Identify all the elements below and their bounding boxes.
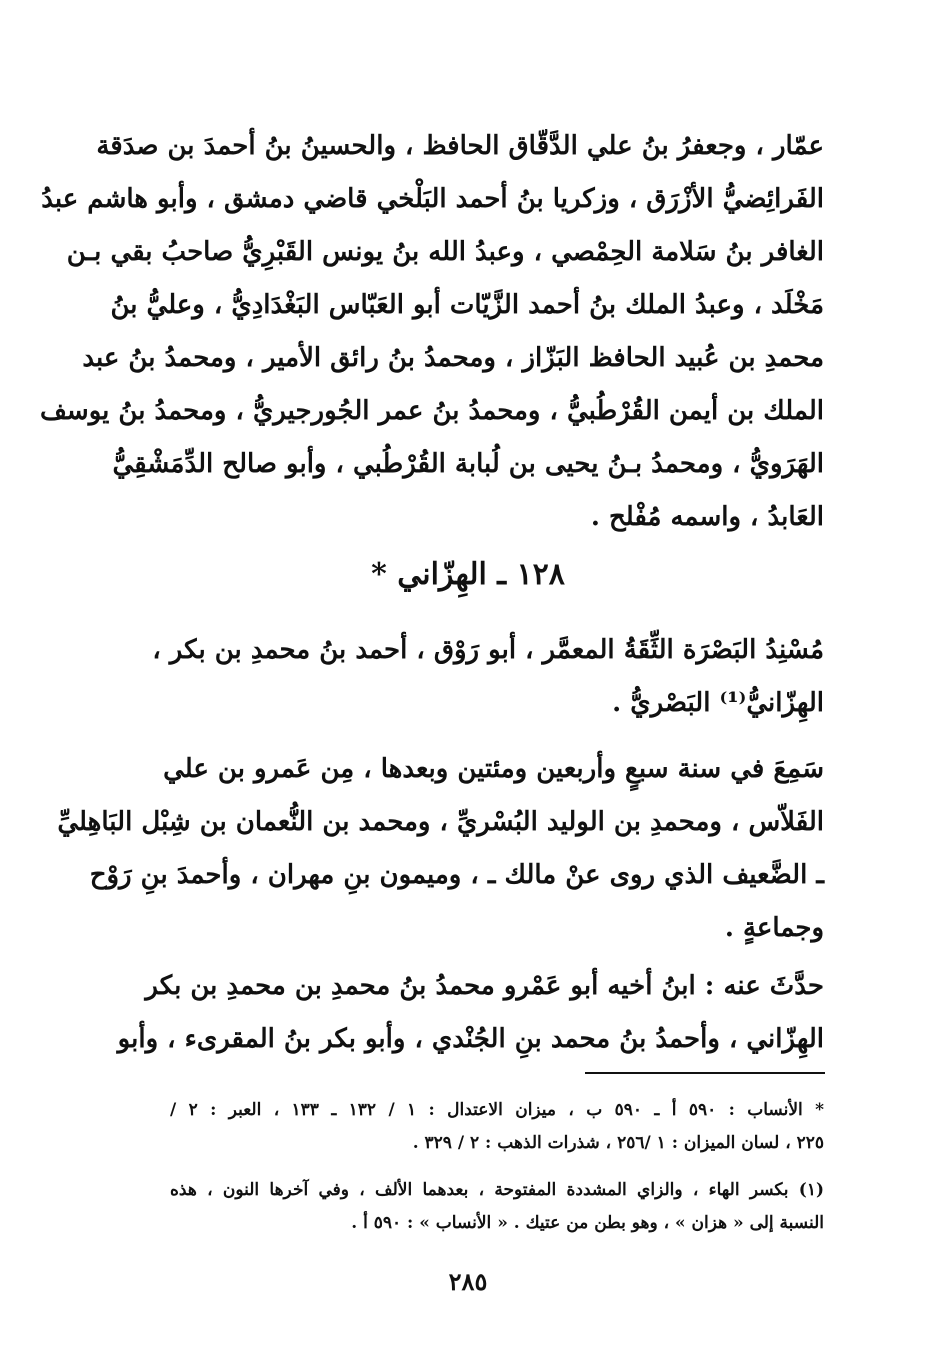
text-line: مَخْلَد ، وعبدُ الملك بنُ أحمد الزَّيّات أبو العَبّاس البَغْدَادِيُّ ، وعليُّ بنُ xyxy=(110,290,824,320)
entry-heading: ١٢٨ ـ الهِزّاني * xyxy=(371,557,565,592)
footnote-line: النسبة إلى « هزان » ، وهو بطن من عتيك . « الأنساب » : ٥٩٠ أ . xyxy=(351,1213,824,1233)
page-number: ٢٨٥ xyxy=(448,1267,488,1296)
text-line: مُسْنِدُ البَصْرَة الثِّقَةُ المعمَّر ، أبو رَوْق ، أحمد بنُ محمدِ بن بكر ، xyxy=(152,635,824,665)
text-line: حدَّثَ عنه : ابنُ أخيه أبو عَمْرو محمدُ بنُ محمدِ بن محمدِ بن بكر xyxy=(145,971,824,1001)
text-line: العَابدُ ، واسمه مُفْلح . xyxy=(590,502,824,532)
text-line: سَمِعَ في سنة سبعٍ وأربعين ومئتين وبعدها ، مِن عَمرو بن علي xyxy=(163,754,824,784)
text-line: محمدِ بن عُبيد الحافظ البَزّاز ، ومحمدُ بنُ رائق الأمير ، ومحمدُ بنُ عبد xyxy=(82,343,824,373)
text-line: وجماعةٍ . xyxy=(724,913,824,943)
footnote-line: ٢٢٥ ، لسان الميزان : ١ /٢٥٦ ، شذرات الذهب : ٢ / ٣٢٩ . xyxy=(412,1133,824,1153)
text-line: الفَلاّس ، ومحمدِ بن الوليد البُسْريِّ ، ومحمد بن النُّعمان بن شِبْل البَاهِليِّ xyxy=(57,807,824,837)
footnote-divider xyxy=(585,1072,825,1074)
text-line: ـ الضَّعيف الذي روى عنْ مالك ـ ، وميمون بنِ مهران ، وأحمدَ بنِ رَوْح xyxy=(89,860,824,890)
text-line: الهِزّاني ، وأحمدُ بنُ محمد بنِ الجُنْدي ، وأبو بكر بنُ المقرىء ، وأبو xyxy=(117,1024,824,1054)
text-line: عمّار ، وجعفرُ بنُ علي الدَّقّاق الحافظ ، والحسينُ بنُ أحمدَ بن صدَقة xyxy=(96,131,824,161)
text-line: الغافر بنُ سَلامة الحِمْصي ، وعبدُ الله بنُ يونس القَبْرِيُّ صاحبُ بقي بـن xyxy=(66,237,824,267)
footnote-line: (١) بكسر الهاء ، والزاي المشددة المفتوحة ، بعدهما الألف ، وفي آخرها النون ، هذه xyxy=(170,1180,824,1200)
text-line: الملك بن أيمن القُرْطُبيُّ ، ومحمدُ بنُ عمر الجُورجيريُّ ، ومحمدُ بنُ يوسف xyxy=(40,396,824,426)
text-line: الفَرائِضيُّ الأزْرَق ، وزكريا بنُ أحمد البَلْخي قاضي دمشق ، وأبو هاشم عبدُ xyxy=(41,184,824,214)
text-line: الهِزّانيُّ⁽¹⁾ البَصْريُّ . xyxy=(612,688,824,718)
text-line: الهَرَويُّ ، ومحمدُ بـنُ يحيى بن لُبابة القُرْطُبي ، وأبو صالح الدِّمَشْقِيُّ xyxy=(112,449,824,479)
footnote-line: * الأنساب : ٥٩٠ أ ـ ٥٩٠ ب ، ميزان الاعتدال : ١ / ١٣٢ ـ ١٣٣ ، العبر : ٢ / xyxy=(170,1100,824,1120)
